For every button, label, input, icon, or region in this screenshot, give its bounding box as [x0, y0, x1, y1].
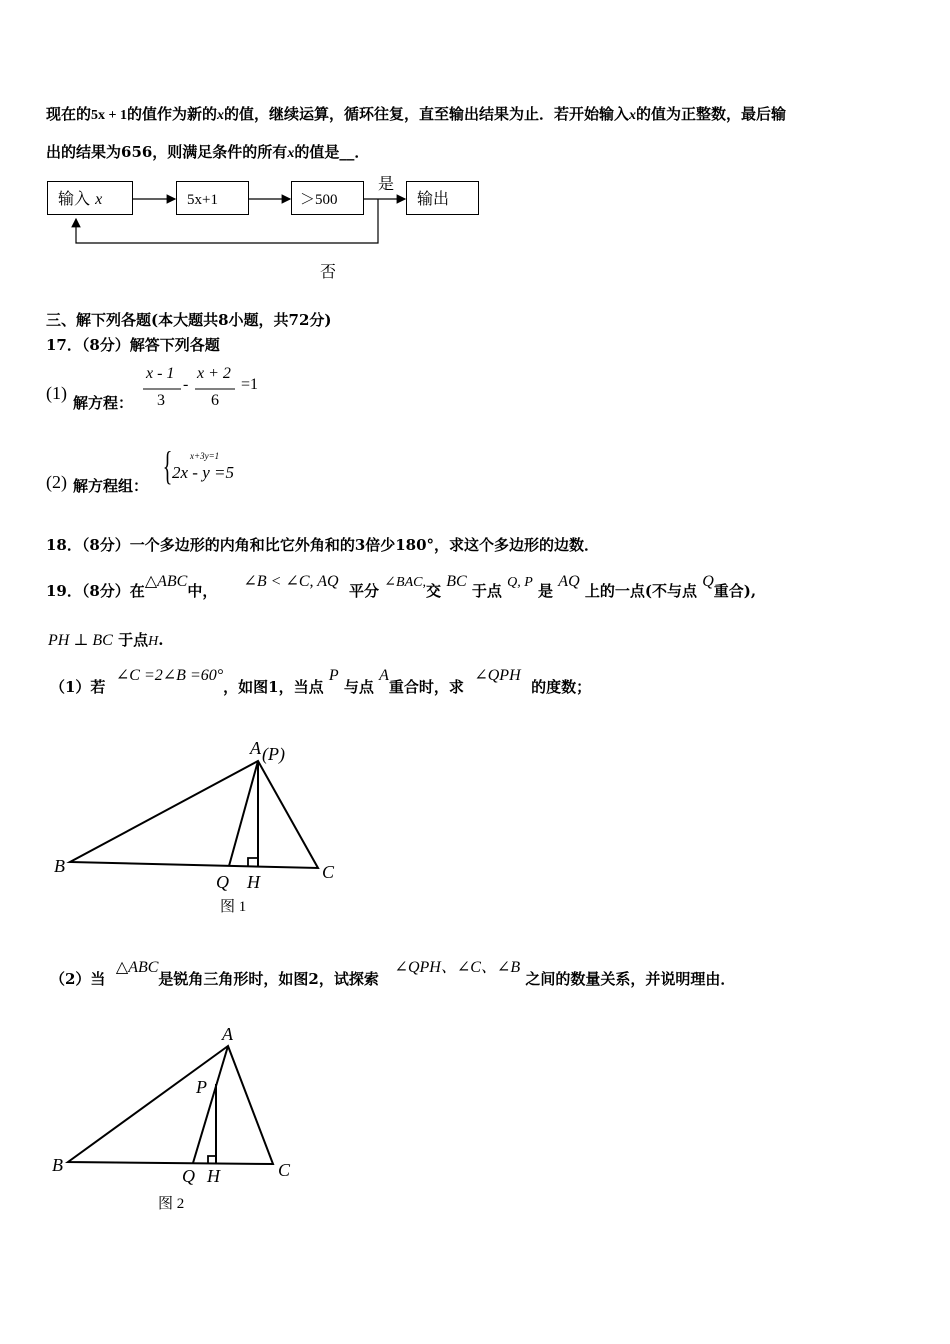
q17-p1-text: 解方程：: [73, 394, 134, 412]
flow-compute-label: 5x+1: [187, 192, 218, 208]
flow-output-label: 输出: [417, 189, 450, 208]
flow-input-label: 输入: [58, 189, 91, 208]
q19-p1-text: 的度数；: [531, 678, 592, 696]
math-q: Q: [702, 573, 714, 590]
intro-text: 的值，继续运算，循环往复，直至输出结果为止．若开始输入: [224, 105, 630, 123]
math-tri-abc: △ABC: [144, 573, 188, 590]
flow-condition-label: ＞500: [300, 192, 338, 208]
math-h: H: [148, 634, 159, 649]
fig2-label-a: A: [222, 1024, 233, 1044]
intro-text: 的值是__．: [294, 143, 370, 161]
fraction-1-denominator: 3: [157, 392, 165, 409]
fig1-label-q: Q: [216, 872, 229, 892]
fig2-triangle-abc: [68, 1046, 273, 1164]
brace: {: [162, 443, 173, 488]
q19-p1-text: 重合时，求: [388, 678, 464, 696]
fraction-1-numerator: x - 1: [146, 365, 175, 382]
q19-p2-text: 之间的数量关系，并说明理由．: [525, 970, 736, 988]
math-5x-plus-1: 5x + 1: [91, 108, 127, 123]
math-x: x: [629, 108, 637, 123]
q19-text: 重合),: [713, 582, 757, 600]
flow-yes-label: 是: [378, 174, 395, 193]
math-p: P: [328, 667, 339, 684]
system-eq-1: x+3y=1: [190, 451, 220, 461]
q19-text: 中，: [187, 582, 218, 600]
fig1-caption: 图 1: [220, 899, 247, 915]
q19-num: 19．（8分）在: [46, 582, 145, 600]
fig2-right-angle: [208, 1156, 216, 1163]
q19-text: 上的一点(不与点: [584, 582, 697, 600]
q17-p2-label: (2): [46, 472, 67, 492]
equation-rhs: =1: [241, 376, 259, 393]
fig1-label-a: A: [250, 738, 261, 758]
q19-text: 平分: [349, 582, 380, 600]
fig1-label-p: (P): [262, 744, 285, 764]
q19-p1-text: （1）若: [50, 678, 106, 696]
system-eq-2: 2x - y =5: [172, 463, 234, 482]
math-aq: AQ: [558, 573, 580, 590]
q18-text: 18．（8分）一个多边形的内角和比它外角和的3倍少180°，求这个多边形的边数．: [46, 536, 600, 554]
q17-p1-label: (1): [46, 383, 67, 403]
math-ph-perp-bc: PH ⊥ BC: [48, 632, 113, 649]
fig2-label-q: Q: [182, 1166, 195, 1186]
fraction-2-denominator: 6: [211, 392, 219, 409]
q17-header: 17．（8分）解答下列各题: [46, 336, 220, 354]
q19-text: 于点: [471, 582, 502, 600]
q19-p2-text: 是锐角三角形时，如图2，试探索: [158, 970, 379, 988]
flow-no-label: 否: [320, 262, 337, 281]
math-qph: ∠QPH: [474, 667, 521, 684]
q19-p1-text: ，如图1，当点: [223, 678, 324, 696]
math-bac: ∠BAC,: [384, 575, 426, 590]
math-x: x: [287, 146, 295, 161]
q19-text: 是: [538, 582, 554, 600]
fig2-label-b: B: [52, 1155, 63, 1175]
fig1-label-b: B: [54, 856, 65, 876]
math-x: x: [217, 108, 225, 123]
q19-text: 交: [425, 582, 441, 600]
intro-text: 出的结果为656，则满足条件的所有: [46, 143, 288, 161]
math-qp: Q, P: [507, 575, 533, 590]
fig2-label-p: P: [196, 1077, 207, 1097]
math-angle-cond: ∠C =2∠B =60°: [115, 667, 224, 684]
math-bc: BC: [446, 573, 467, 590]
fig2-caption: 图 2: [158, 1196, 185, 1212]
fig2-label-h: H: [207, 1166, 220, 1186]
fig1-label-c: C: [322, 862, 335, 882]
intro-text: 的值为正整数，最后输: [636, 105, 787, 123]
math-angles: ∠QPH、∠C、∠B: [394, 959, 521, 976]
q19-p1-text: 与点: [343, 678, 374, 696]
math-cond: ∠B < ∠C, AQ: [243, 573, 339, 590]
minus-sign: -: [183, 376, 189, 393]
math-a: A: [379, 667, 389, 684]
intro-text: 现在的: [46, 105, 92, 123]
q19-text: .: [158, 631, 164, 649]
fraction-2-numerator: x + 2: [197, 365, 231, 382]
q17-p2-text: 解方程组：: [73, 477, 149, 495]
section-title: 三、解下列各题(本大题共8小题，共72分): [46, 311, 332, 329]
intro-text: 的值作为新的: [127, 105, 218, 123]
math-tri-abc: △ABC: [115, 959, 159, 976]
flow-input-var: x: [95, 191, 103, 208]
fig2-segment-aq: [193, 1046, 228, 1163]
q19-p2-text: （2）当: [50, 970, 106, 988]
fig2-label-c: C: [278, 1160, 291, 1180]
q19-text: 于点: [118, 631, 149, 649]
fig1-label-h: H: [247, 872, 260, 892]
